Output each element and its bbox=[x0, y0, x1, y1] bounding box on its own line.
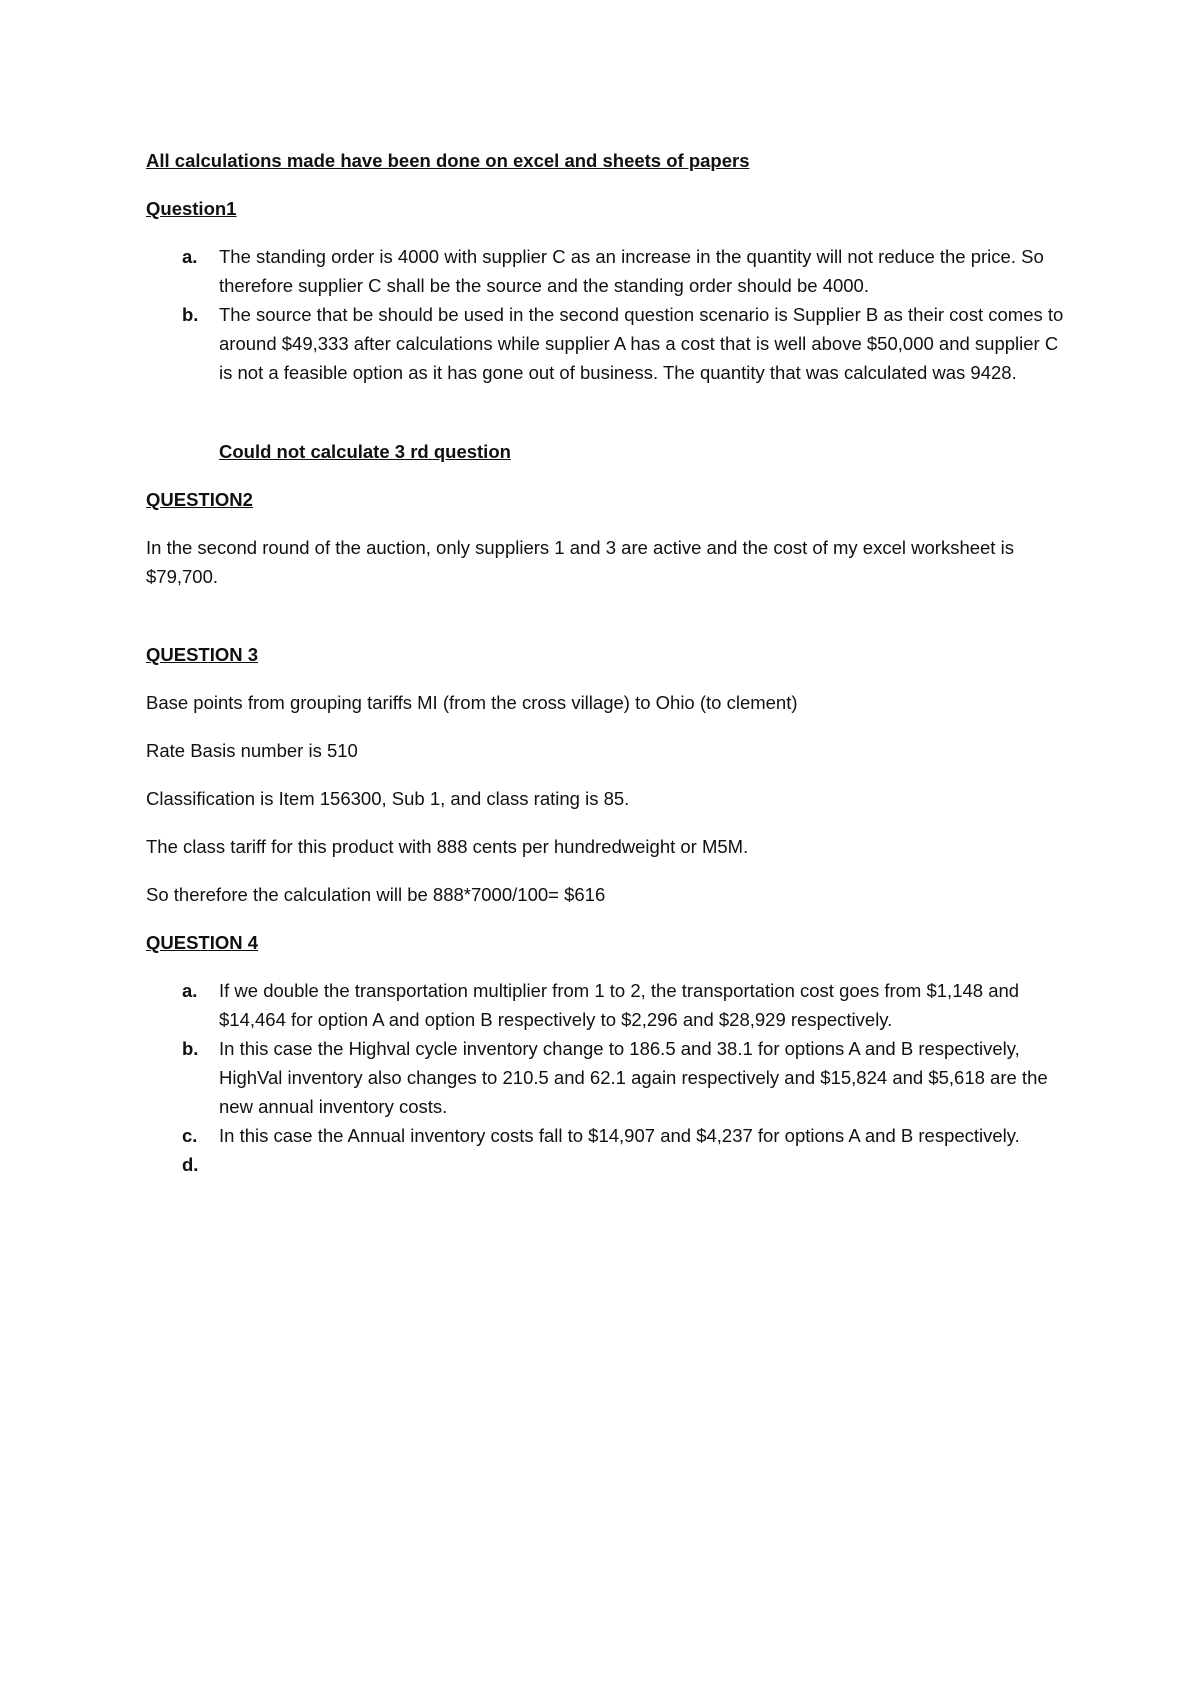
list-item bbox=[146, 1034, 1076, 1121]
list-marker: a. bbox=[182, 246, 198, 267]
document-title: All calculations made have been done on excel and sheets of papers bbox=[146, 150, 750, 171]
question3-heading: QUESTION 3 bbox=[146, 644, 259, 665]
list-item-text: The standing order is 4000 with supplier C as an increase in the quantity will not reduce the price. So therefore supplier C shall be the source and the standing order should be 4000. bbox=[219, 246, 1044, 296]
list-item-text: If we double the transportation multiplier from 1 to 2, the transportation cost goes from $1,148 and $14,464 for option A and option B respectively to $2,296 and $28,929 respectively. bbox=[219, 980, 1020, 1030]
question4-list bbox=[146, 976, 1076, 1175]
list-marker: d. bbox=[182, 1154, 199, 1175]
question1-heading: Question1 bbox=[146, 198, 237, 219]
question3-line: Base points from grouping tariffs MI (from the cross village) to Ohio (to clement) bbox=[146, 692, 798, 713]
list-item-text: In this case the Annual inventory costs fall to $14,907 and $4,237 for options A and B respectively. bbox=[219, 1125, 1020, 1146]
spacer bbox=[146, 610, 1076, 640]
list-item bbox=[146, 242, 1076, 300]
question3-line: So therefore the calculation will be 888*7000/100= $616 bbox=[146, 884, 606, 905]
list-item bbox=[146, 1121, 1076, 1150]
question1-list bbox=[146, 242, 1076, 387]
list-marker: c. bbox=[182, 1125, 198, 1146]
list-marker: a. bbox=[182, 980, 198, 1001]
question2-heading: QUESTION2 bbox=[146, 489, 253, 510]
question3-line: The class tariff for this product with 888 cents per hundredweight or M5M. bbox=[146, 836, 749, 857]
document-body bbox=[146, 146, 1076, 1175]
list-marker: b. bbox=[182, 1038, 199, 1059]
list-item-text: In this case the Highval cycle inventory change to 186.5 and 38.1 for options A and B respectively, HighVal inventory also changes to 210.5 and 62.1 again respectively and $15,824 and $5,618 are the new annual inventory costs. bbox=[219, 1038, 1048, 1117]
list-item-text: The source that be should be used in the second question scenario is Supplier B as their cost comes to around $49,333 after calculations while supplier A has a cost that is well above $50,000 and supplier C is not a feasible option as it has gone out of business. The quantity that was calculated was 9428. bbox=[219, 304, 1064, 383]
list-item bbox=[146, 976, 1076, 1034]
question2-text: In the second round of the auction, only suppliers 1 and 3 are active and the cost of my excel worksheet is $79,700. bbox=[146, 537, 1014, 587]
list-marker: b. bbox=[182, 304, 199, 325]
spacer bbox=[146, 387, 1076, 437]
question3-line: Classification is Item 156300, Sub 1, and class rating is 85. bbox=[146, 788, 630, 809]
question3-line: Rate Basis number is 510 bbox=[146, 740, 358, 761]
list-item bbox=[146, 300, 1076, 387]
question4-heading: QUESTION 4 bbox=[146, 932, 259, 953]
question1-note: Could not calculate 3 rd question bbox=[219, 441, 511, 462]
